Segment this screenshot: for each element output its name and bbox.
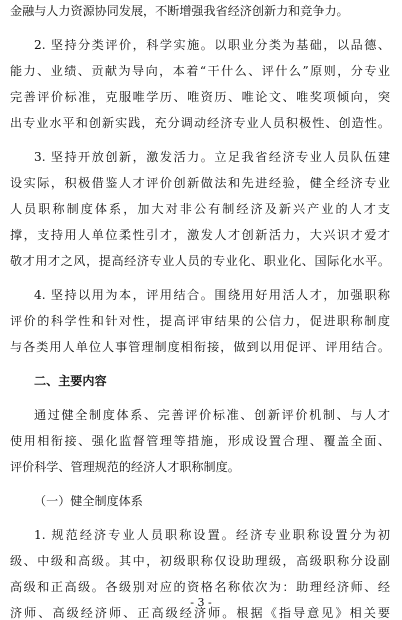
body-line: 1. 规范经济专业人员职称设置。经济专业职称设置分为初	[34, 528, 390, 542]
body-line: 级、中级和高级。其中，初级职称仅设助理级，高级职称分设副	[10, 554, 390, 568]
body-line: 出专业水平和创新实践，充分调动经济专业人员积极性、创造性。	[10, 116, 390, 130]
body-line: 3. 坚持开放创新，激发活力。立足我省经济专业人员队伍建	[34, 150, 390, 164]
body-line: 使用相衔接、强化监督管理等措施，形成设置合理、覆盖全面、	[10, 434, 390, 448]
body-line: 评价的科学性和针对性，提高评审结果的公信力，促进职称制度	[10, 314, 390, 328]
page-number: - 3 -	[190, 596, 212, 609]
body-line: 与各类用人单位人事管理制度相衔接，做到以用促评、评用结合。	[10, 340, 390, 354]
body-line: 撑，支持用人单位柔性引才，激发人才创新活力，大兴识才爱才	[10, 228, 390, 242]
section-heading: 二、主要内容	[34, 374, 107, 388]
body-line: 金融与人力资源协同发展，不断增强我省经济创新力和竞争力。	[10, 4, 349, 18]
body-line: 敬才用才之风，提高经济专业人员的专业化、职业化、国际化水平。	[10, 254, 390, 268]
body-line: 能力、业绩、贡献为导向，本着“干什么、评什么”原则，分专业	[10, 64, 390, 78]
body-line: 设实际，积极借鉴人才评价创新做法和先进经验，健全经济专业	[10, 176, 390, 190]
body-line: 4. 坚持以用为本，评用结合。围绕用好用活人才，加强职称	[34, 288, 390, 302]
body-line: 完善评价标准，克服唯学历、唯资历、唯论文、唯奖项倾向，突	[10, 90, 390, 104]
body-line: 通过健全制度体系、完善评价标准、创新评价机制、与人才	[34, 408, 390, 422]
subsection-heading: （一）健全制度体系	[34, 494, 143, 508]
body-line: 济师、高级经济师、正高级经济师。根据《指导意见》相关要	[10, 606, 390, 620]
body-line: 2. 坚持分类评价，科学实施。以职业分类为基础，以品德、	[34, 38, 390, 52]
body-line: 评价科学、管理规范的经济人才职称制度。	[10, 460, 240, 474]
body-line: 人员职称制度体系，加大对非公有制经济及新兴产业的人才支	[10, 202, 390, 216]
body-line: 高级和正高级。各级别对应的资格名称依次为：助理经济师、经	[10, 580, 390, 594]
